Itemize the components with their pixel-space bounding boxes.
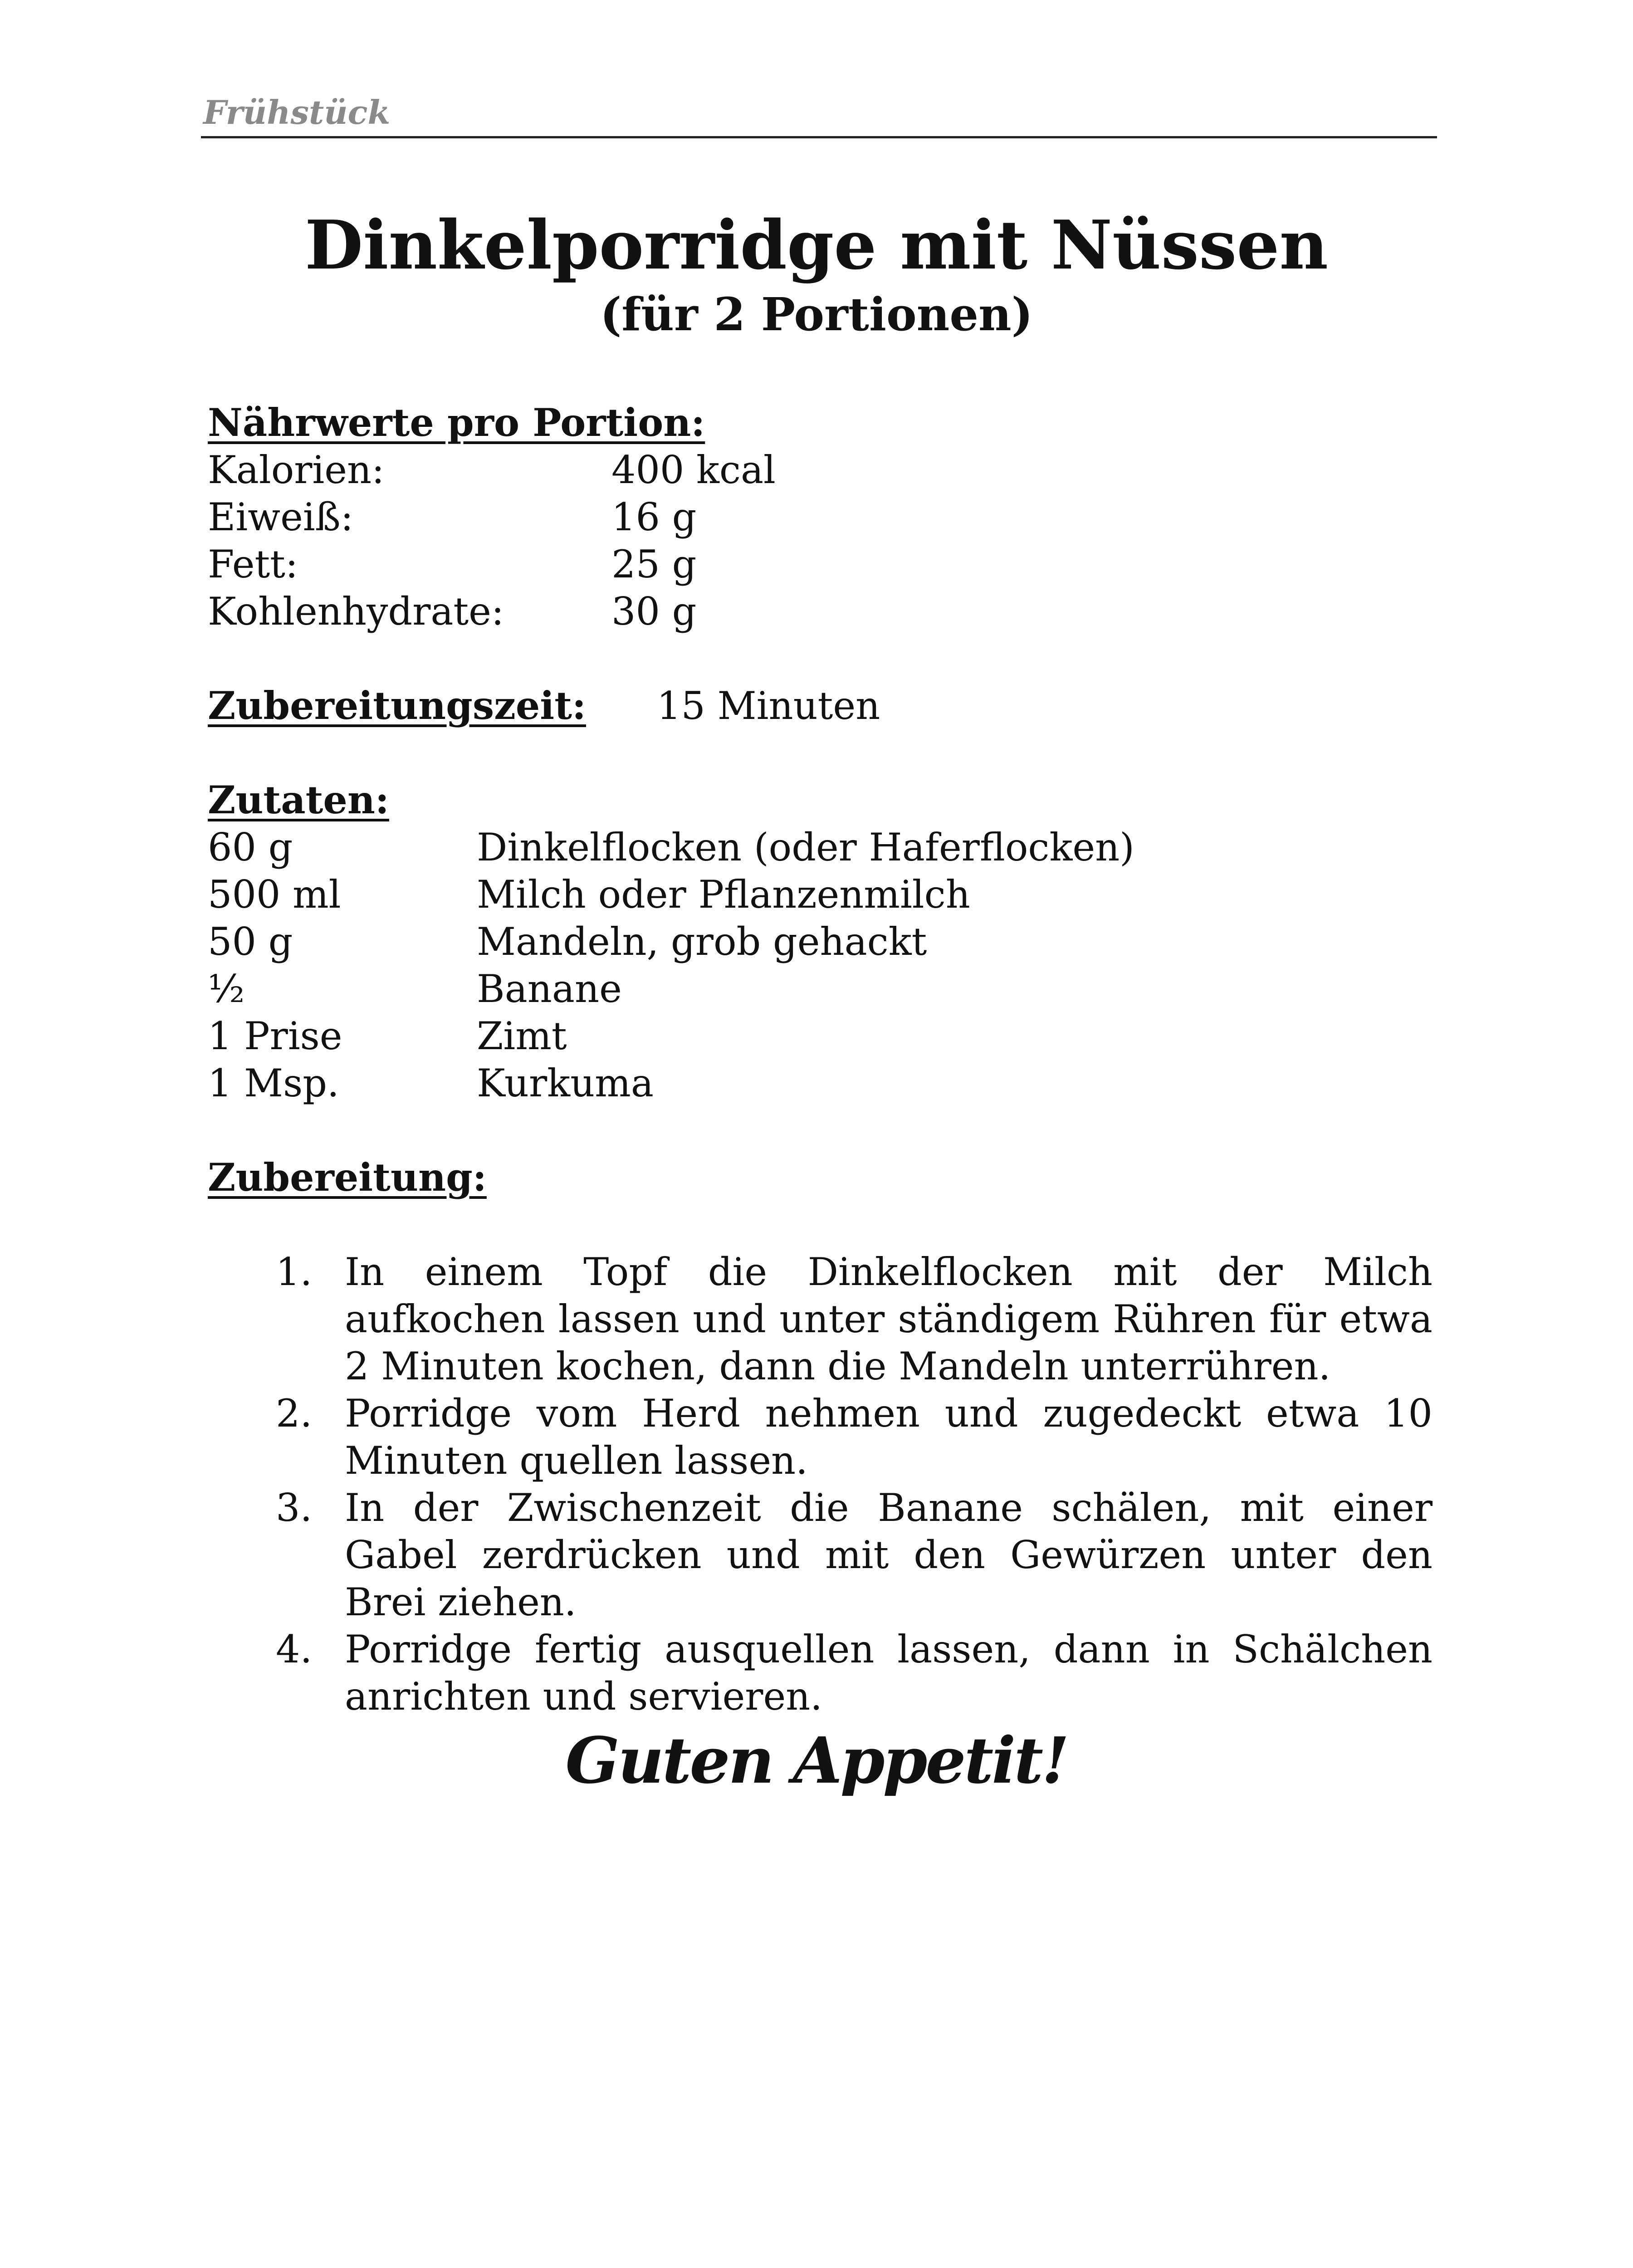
ingredient-amount: ½ xyxy=(208,967,245,1011)
recipe-body xyxy=(208,399,1433,1720)
step-text: In einem Topf die Dinkelflocken mit der Milch aufkochen lassen und unter ständigem Rühren für etwa 2 Minuten kochen, dann die Mandeln unterrühren. xyxy=(345,1250,1433,1388)
recipe-servings: (für 2 Portionen) xyxy=(600,288,1033,341)
ingredient-amount: 1 Msp. xyxy=(208,1061,339,1105)
ingredient-amount: 50 g xyxy=(208,919,293,964)
nutrition-value: 25 g xyxy=(611,542,697,587)
step-text: Porridge fertig ausquellen lassen, dann in Schälchen anrichten und servieren. xyxy=(345,1627,1433,1719)
step-number: 2. xyxy=(276,1391,313,1436)
nutrition-row xyxy=(208,494,1433,541)
nutrition-label: Kalorien: xyxy=(208,448,385,492)
ingredients-heading: Zutaten: xyxy=(208,777,389,822)
nutrition-value: 400 kcal xyxy=(611,448,776,492)
step-number: 4. xyxy=(276,1627,313,1672)
nutrition-table xyxy=(208,446,1433,635)
ingredients-table xyxy=(208,824,1433,1107)
ingredient-row xyxy=(208,965,1433,1012)
preparation-step xyxy=(208,1484,1433,1626)
ingredient-amount: 500 ml xyxy=(208,872,341,917)
ingredient-row xyxy=(208,1012,1433,1060)
ingredient-row xyxy=(208,824,1433,871)
ingredient-item: Dinkelflocken (oder Haferflocken) xyxy=(477,825,1134,870)
prep-time-heading: Zubereitungszeit: xyxy=(208,683,587,728)
ingredient-row xyxy=(208,918,1433,965)
nutrition-label: Kohlenhydrate: xyxy=(208,589,504,634)
preparation-heading: Zubereitung: xyxy=(208,1155,487,1200)
ingredient-amount: 60 g xyxy=(208,825,293,870)
preparation-steps xyxy=(208,1248,1433,1720)
ingredient-row xyxy=(208,1060,1433,1107)
ingredient-item: Kurkuma xyxy=(477,1061,654,1105)
nutrition-value: 30 g xyxy=(611,589,697,634)
nutrition-heading: Nährwerte pro Portion: xyxy=(208,400,705,445)
ingredient-item: Zimt xyxy=(477,1014,567,1058)
ingredient-amount: 1 Prise xyxy=(208,1014,342,1058)
ingredient-item: Milch oder Pflanzenmilch xyxy=(477,872,970,917)
nutrition-row xyxy=(208,446,1433,494)
nutrition-row xyxy=(208,541,1433,588)
step-text: Porridge vom Herd nehmen und zugedeckt etwa 10 Minuten quellen lassen. xyxy=(345,1391,1433,1483)
signoff: Guten Appetit! xyxy=(565,1724,1068,1798)
preparation-step xyxy=(208,1626,1433,1720)
preparation-step xyxy=(208,1248,1433,1390)
recipe-title: Dinkelporridge mit Nüssen xyxy=(304,205,1329,284)
prep-time-value: 15 Minuten xyxy=(657,684,880,728)
step-text: In der Zwischenzeit die Banane schälen, mit einer Gabel zerdrücken und mit den Gewürzen unter den Brei ziehen. xyxy=(345,1486,1433,1624)
prep-time xyxy=(208,682,1433,729)
step-number: 3. xyxy=(276,1486,313,1530)
ingredient-row xyxy=(208,871,1433,918)
header-rule xyxy=(201,136,1437,138)
nutrition-value: 16 g xyxy=(611,495,697,539)
nutrition-label: Fett: xyxy=(208,542,298,587)
nutrition-label: Eiweiß: xyxy=(208,495,354,539)
running-head: Frühstück xyxy=(203,93,391,132)
ingredient-item: Banane xyxy=(477,967,622,1011)
step-number: 1. xyxy=(276,1250,313,1294)
preparation-step xyxy=(208,1390,1433,1484)
ingredient-item: Mandeln, grob gehackt xyxy=(477,919,927,964)
nutrition-row xyxy=(208,588,1433,635)
